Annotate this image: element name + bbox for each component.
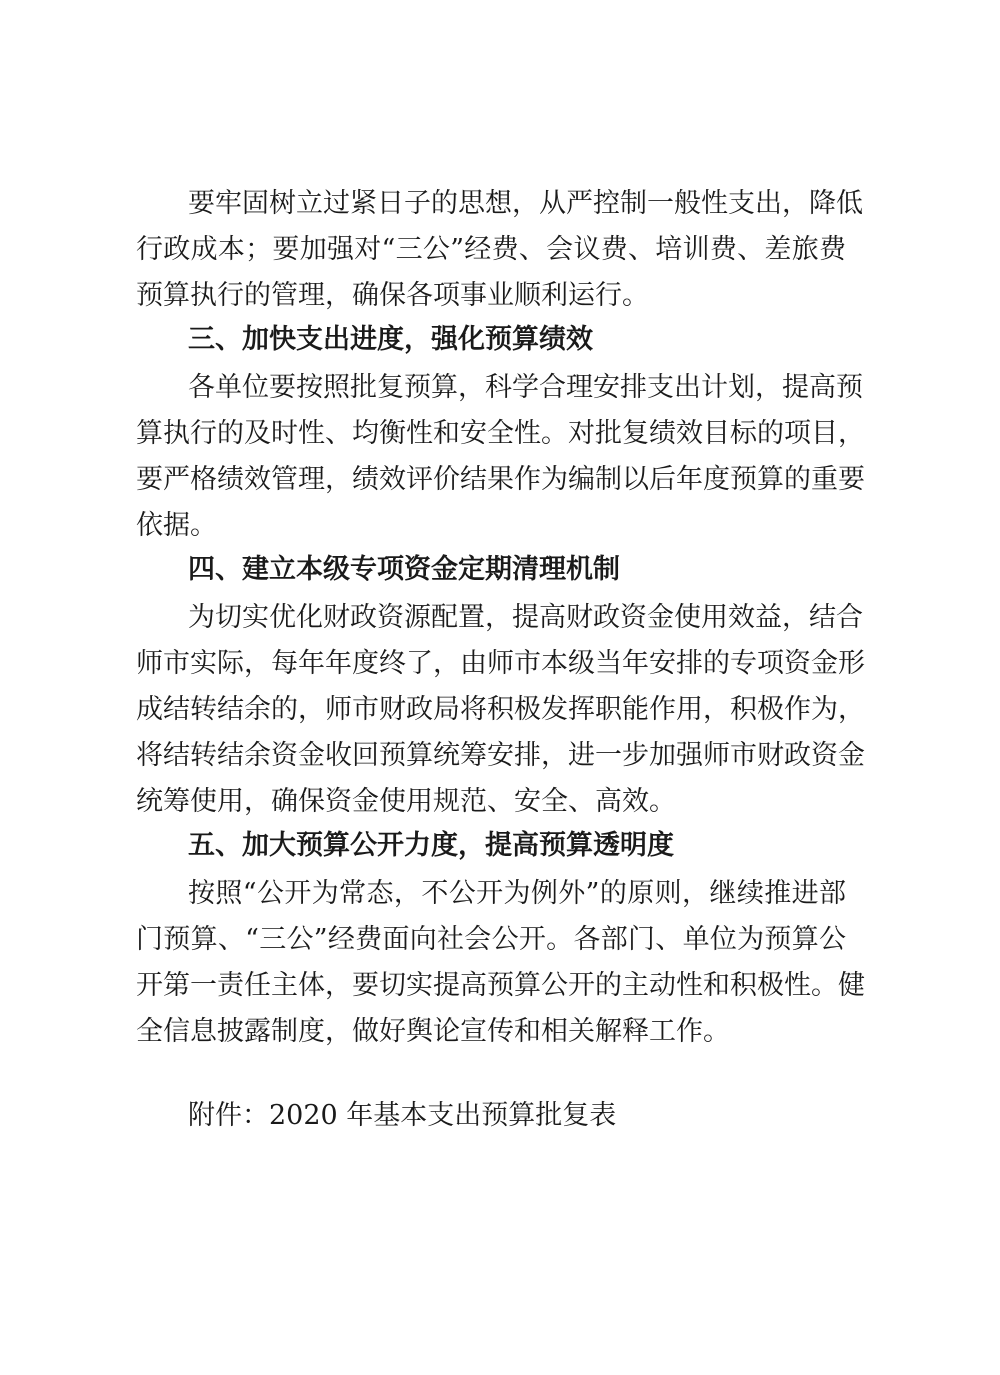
paragraph-line: 为切实优化财政资源配置，提高财政资金使用效益，结合 — [188, 602, 863, 633]
paragraph-line: 各单位要按照批复预算，科学合理安排支出计划，提高预 — [188, 372, 863, 403]
paragraph-line: 行政成本；要加强对“三公”经费、会议费、培训费、差旅费 — [136, 234, 846, 265]
paragraph-line: 算执行的及时性、均衡性和安全性。对批复绩效目标的项目， — [136, 418, 865, 449]
paragraph-line: 统筹使用，确保资金使用规范、安全、高效。 — [136, 786, 676, 817]
paragraph-line: 门预算、“三公”经费面向社会公开。各部门、单位为预算公 — [136, 924, 846, 955]
paragraph-line: 开第一责任主体，要切实提高预算公开的主动性和积极性。健 — [136, 970, 865, 1001]
paragraph-line: 依据。 — [136, 510, 217, 541]
section-heading-3: 三、加快支出进度，强化预算绩效 — [188, 324, 593, 355]
paragraph-line: 师市实际，每年年度终了，由师市本级当年安排的专项资金形 — [136, 648, 865, 679]
paragraph-line: 按照“公开为常态，不公开为例外”的原则，继续推进部 — [188, 878, 846, 909]
paragraph-line: 将结转结余资金收回预算统筹安排，进一步加强师市财政资金 — [136, 740, 865, 771]
section-heading-4: 四、建立本级专项资金定期清理机制 — [188, 554, 620, 585]
paragraph-line: 成结转结余的，师市财政局将积极发挥职能作用，积极作为， — [136, 694, 865, 725]
paragraph-line: 全信息披露制度，做好舆论宣传和相关解释工作。 — [136, 1016, 730, 1047]
paragraph-line: 要牢固树立过紧日子的思想，从严控制一般性支出，降低 — [188, 188, 863, 219]
paragraph-line: 预算执行的管理，确保各项事业顺利运行。 — [136, 280, 649, 311]
attachment-note: 附件：2020 年基本支出预算批复表 — [188, 1100, 617, 1131]
paragraph-line: 要严格绩效管理，绩效评价结果作为编制以后年度预算的重要 — [136, 464, 865, 495]
section-heading-5: 五、加大预算公开力度，提高预算透明度 — [188, 830, 674, 861]
